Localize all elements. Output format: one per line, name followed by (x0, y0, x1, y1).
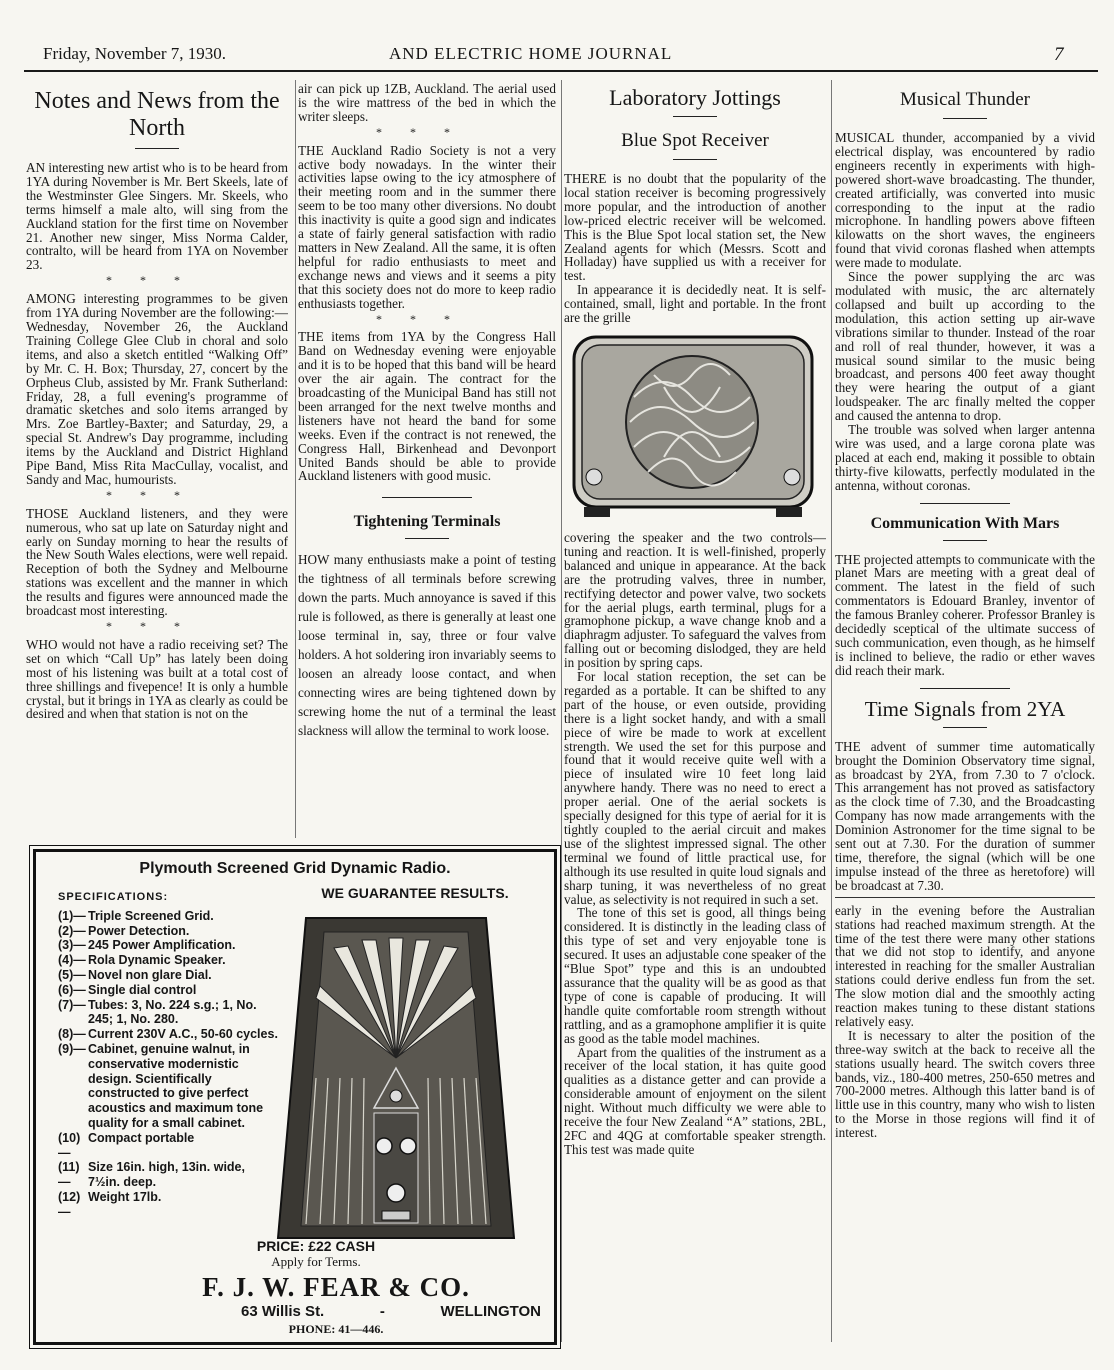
journal-title: AND ELECTRIC HOME JOURNAL (389, 44, 673, 63)
article-title-terminals: Tightening Terminals (353, 513, 501, 531)
article-paragraph: AN interesting new artist who is to be heard from 1YA during November is Mr. Bert Skeels, late of the Westminster Glee Singers. Mr. Skeels, who terms himself a male alto, will sing from the Auckland station for the first time on November 21. Another new singer, Miss Norma Calder, contralto, will be heard from 1YA on November 23. (26, 160, 288, 273)
column-1 (26, 82, 288, 842)
spec-item (58, 1131, 278, 1161)
section-rule (835, 897, 1095, 898)
plymouth-radio-advertisement (33, 849, 557, 1345)
title-dash (943, 540, 987, 541)
spec-number: (11)— (58, 1160, 80, 1190)
article-paragraph: THE Auckland Radio Society is not a very active body nowadays. In the winter their activities lapse owing to the icy atmosphere of their meeting room and in the summer there seem to be too many other diversions. No doubt this inactivity is quite a good sign and indicates a state of fairly general satisfaction with radio matters in New Zealand. All the same, it is often helpful for radio enthusiasts to meet and exchange news and views and it seems a pity that this society does not do more to keep radio enthusiasts together. (298, 142, 556, 311)
column-rule (295, 80, 296, 838)
article-paragraph: THOSE Auckland listeners, and they were numerous, who sat up late on Saturday night and early on Sunday morning to hear the results of the New South Wales elections, were well repaid. Reception of both the Sydney and Melbourne stations was excellent and the manner in which the results and figures were announced made the broadcast most interesting. (26, 505, 288, 619)
spec-item (58, 968, 278, 983)
spec-text: Rola Dynamic Speaker. (88, 953, 226, 968)
spec-number: (6)— (58, 982, 86, 997)
ad-price: PRICE: £22 CASH (256, 1238, 376, 1254)
article-paragraph: AMONG interesting programmes to be given from 1YA during November are the following:—Wednesday, November 26, the Auckland Training College Glee Club in choral and solo items, and also a sketch entitled “Walking Off” by Mr. C. H. Box; Thursday, 27, concert by the Orpheus Club, assisted by Mr. Frank Sutherland: Friday, 28, a full evening's programme of dramatic sketches and solo items arranged by Mrs. Zoe Bartley-Baxter; and Saturday, 29, a special St. Andrew's Day programme, including items by the Auckland and District Highland Pipe Band, Miss Rita MacCullay, vocalist, and Sandy and Mac, humourists. (26, 291, 288, 487)
spec-number: (8)— (58, 1027, 86, 1042)
spec-item (58, 953, 278, 968)
spec-item (58, 1042, 278, 1131)
section-stars: *** (376, 124, 478, 139)
spec-text: Compact portable (88, 1130, 195, 1145)
article-paragraph: THERE is no doubt that the popularity of the local station receiver is becoming progressively more popular, and the introduction of another low-priced electric receiver will be welcomed. This is the Blue Spot local station set, the New Zealand agents for which (Messrs. Scott and Holladay) have supplied us with a receiver for test. (564, 171, 826, 284)
ad-terms: Apply for Terms. (271, 1254, 361, 1269)
spec-item (58, 909, 278, 924)
section-stars: *** (106, 487, 208, 502)
section-stars: *** (106, 273, 208, 288)
article-paragraph: Since the power supplying the arc was modulated with music, the arc alternately collapsed and built up according to the modulation, this action setting up air-wave vibrations similar to thunder. Instead of the roar and roll of real thunder, however, it was a musical sound similar to the music being broadcast, and persons 400 feet away thought they were hearing the output of a giant loudspeaker. The arc finally melted the copper and caused the antenna to drop. (835, 269, 1095, 424)
article-paragraph: Apart from the qualities of the instrument as a receiver of the local station, it has quite good qualities as a distance getter and can provide a considerable amount of enjoyment on the silent night. Without much difficulty we were able to receive the four New Zealand “A” stations, 2BL, 2FC and 4QG at comfortable speaker strength. This test was made quite (564, 1044, 826, 1157)
column-rule (831, 80, 832, 1342)
spec-text: Novel non glare Dial. (88, 967, 212, 982)
spec-number: (2)— (58, 923, 86, 938)
article-paragraph: THE advent of summer time automatically brought the Dominion Observatory time signal, as broadcast by 2YA, from 7.30 to 7 o'clock. This arrangement has not proved as satisfactory as the clock time of 7.30, and the Broadcasting Company has now made arrangements with the Dominion Astronomer for the time signal to be sent out at 7.30. For the duration of summer time, therefore, the signal (which will be one impulse instead of the three as heretofore) will be broadcast at 7.30. (835, 738, 1095, 893)
title-dash (673, 159, 717, 160)
ad-title: Plymouth Screened Grid Dynamic Radio. (139, 860, 451, 877)
spec-item (58, 998, 278, 1028)
article-title-mars: Communication With Mars (870, 514, 1060, 532)
article-paragraph: air can pick up 1ZB, Auckland. The aerial used is the wire mattress of the bed in which the writer sleeps. (298, 82, 556, 124)
header-rule (24, 70, 1098, 72)
spec-item (58, 924, 278, 939)
spec-text: 245 Power Amplification. (88, 938, 236, 953)
article-paragraph: MUSICAL thunder, accompanied by a vivid electrical display, was encountered by radio engineers recently in experiments with high-powered short-wave broadcasting. The thunder, created artificially, was converted into music corresponding to the input at the radio microphone. In handling powers above fifteen kilowatts on the short waves, the engineers found that vivid coronas flashed when attempts were made to modulate. (835, 130, 1095, 271)
spec-number: (1)— (58, 908, 86, 923)
spec-text: Current 230V A.C., 50-60 cycles. (88, 1027, 278, 1042)
specs-heading: SPECIFICATIONS: (58, 891, 169, 903)
title-dash (920, 503, 1010, 504)
article-title-laboratory: Laboratory Jottings (609, 85, 781, 110)
title-dash (673, 116, 717, 117)
article-paragraph: early in the evening before the Australian stations had reached maximum strength. At the time of the test there were many other stations that we did not stop to identify, and anyone interested in reaching for the smaller Australian stations could derive endless fun from the set. The slow motion dial and the smoothly acting reaction makes tuning to these distant stations relatively easy. (835, 902, 1095, 1029)
spec-number: (9)— (58, 1041, 86, 1056)
spec-text: Power Detection. (88, 923, 190, 938)
cabinet-illustration-svg (276, 908, 516, 1243)
column-2 (298, 82, 556, 842)
title-dash (405, 538, 449, 539)
ad-address-separator: - (379, 1303, 385, 1320)
spec-text: Triple Screened Grid. (88, 908, 214, 923)
article-subtitle-bluespot: Blue Spot Receiver (621, 130, 769, 151)
ad-phone: PHONE: 41—446. (288, 1322, 384, 1336)
ad-city: WELLINGTON (440, 1303, 541, 1320)
spec-number: (3)— (58, 938, 86, 953)
article-paragraph: THE projected attempts to communicate with the planet Mars are meeting with a great deal of comment. The latest in the field of such commentators is Edouard Branley, inventor of the famous Branley coherer. Professor Branley is decidedly sceptical of the ultimate success of such communication, even though, as he himself is inclined to believe, the radio or ether waves did reach their mark. (835, 551, 1095, 678)
title-dash (943, 727, 987, 728)
article-title-time-signals: Time Signals from 2YA (864, 696, 1066, 721)
ad-address-line (241, 1303, 541, 1320)
article-paragraph: HOW many enthusiasts make a point of testing the tightness of all terminals before screwing down the parts. Much annoyance is saved if this rule is followed, as there is generally at least one loose terminal in, say, three or four valve holders. A hot soldering iron invariably seems to loosen an already loose contact, and when connecting wires are being tightened down by screwing home the nut of a terminal the least slackness will allow the terminal to work loose. (298, 552, 556, 738)
article-paragraph: THE items from 1YA by the Congress Hall Band on Wednesday evening were enjoyable and it is to be hoped that this band will be heard over the air again. The contract for the broadcasting of the Municipal Band has still not been arranged for the next twelve months and listeners have not heard the band for some weeks. Even if the contract is not renewed, the Congress Hall, Birkenhead and Devonport United Bands should be able to provide Auckland listeners with good music. (298, 329, 556, 484)
title-dash (135, 148, 179, 149)
spec-number: (5)— (58, 967, 86, 982)
spec-text: Cabinet, genuine walnut, in conservative modernistic design. Scientifically constructed to give perfect acoustics and maximum tone quality for a small cabinet. (88, 1041, 264, 1130)
spec-number: (7)— (58, 997, 86, 1012)
article-paragraph: covering the speaker and the two controls—tuning and reaction. It is well-finished, properly balanced and unique in appearance. At the back are the protruding valves, three in number, rectifying detector and power valve, two sockets for the aerial plugs, earth terminal, plugs for a gramophone pickup, a wave change knob and a diaphragm adjuster. To safeguard the valves from falling out or becoming dislodged, they are held in position by spring caps. (564, 529, 826, 671)
spec-item (58, 983, 278, 998)
ad-specifications (58, 890, 278, 1220)
spec-text: Tubes: 3, No. 224 s.g.; 1, No. 245; 1, No. 280. (88, 997, 257, 1027)
article-paragraph: The tone of this set is good, all things being considered. It is distinctly in the leading class of this type of set and very enjoyable tone is secured. It uses an adjustable cone speaker of the “Blue Spot” type and this is an undoubted assurance that the quality will be as good as that type of cone is capable of producing. It will handle quite comfortable room strength without rattling, and as a gramophone amplifier it is quite as good as the table model machines. (564, 905, 826, 1046)
radio-cabinet-illustration (276, 908, 516, 1243)
column-3 (564, 82, 826, 1344)
ad-guarantee: WE GUARANTEE RESULTS. (321, 885, 509, 901)
page-date: Friday, November 7, 1930. (43, 44, 227, 63)
ad-address: 63 Willis St. (241, 1303, 325, 1320)
page-number: 7 (1054, 44, 1064, 65)
receiver-illustration-svg (564, 327, 822, 527)
ad-company-name: F. J. W. FEAR & CO. (202, 1272, 470, 1302)
article-paragraph: WHO would not have a radio receiving set? The set on which “Call Up” has lately been doing most of his listening was built at a total cost of three shillings and fivepence! It is only a humble crystal, but it brings in 1YA as clearly as could be desired and when that station is not on the (26, 636, 288, 722)
section-stars: *** (376, 311, 478, 326)
article-title-north: Notes and News from the North (34, 88, 280, 141)
spec-number: (10)— (58, 1130, 81, 1160)
article-paragraph: For local station reception, the set can be regarded as a portable. It can be shifted to any part of the house, or even outside, providing there is a light socket handy, and with a small piece of wire be made to work at excellent strength. We used the set for this purpose and found that it would receive quite well with a piece of insulated wire 10 feet long laid anywhere handy. There was no need to erect a proper aerial. One of the aerial sockets is specially designed for this type of aerial for it is tightly coupled to the aerial circuit and makes use of the slightest impressed signal. The other terminal we found of little practical use, for although its use resulted in quite loud signals and sharp tuning, it was nevertheless of no great value, as selectivity is not required in such a set. (564, 669, 826, 907)
spec-text: Single dial control (88, 982, 197, 997)
blue-spot-receiver-illustration (564, 327, 822, 527)
article-paragraph: The trouble was solved when larger antenna wire was used, and a large corona plate was placed at each end, making it possible to obtain thirty-five kilowatts, perfectly modulated in the antenna, without coronas. (835, 422, 1095, 493)
spec-text: Weight 17lb. (88, 1189, 162, 1204)
column-rule (561, 80, 562, 1342)
spec-text: Size 16in. high, 13in. wide, 7½in. deep. (88, 1160, 245, 1190)
title-dash (920, 688, 1010, 689)
spec-number: (4)— (58, 953, 86, 968)
spec-item (58, 1160, 278, 1190)
article-paragraph: In appearance it is decidedly neat. It is self-contained, small, light and portable. In the front are the grille (564, 282, 826, 326)
spec-item (58, 938, 278, 953)
spec-number: (12)— (58, 1189, 81, 1219)
section-stars: *** (106, 619, 208, 633)
title-dash (382, 497, 472, 498)
spec-item (58, 1027, 278, 1042)
spec-item (58, 1190, 278, 1220)
article-paragraph: It is necessary to alter the position of the three-way switch at the back to receive all the stations usually heard. The switch covers three bands, viz., 180-400 metres, 250-650 metres and 700-2000 metres. Although this latter band is of little use in this country, many who wish to listen to the Morse in those regions will find it of interest. (835, 1027, 1095, 1141)
title-dash (943, 118, 987, 119)
column-4 (835, 82, 1095, 1344)
article-title-thunder: Musical Thunder (900, 89, 1030, 110)
